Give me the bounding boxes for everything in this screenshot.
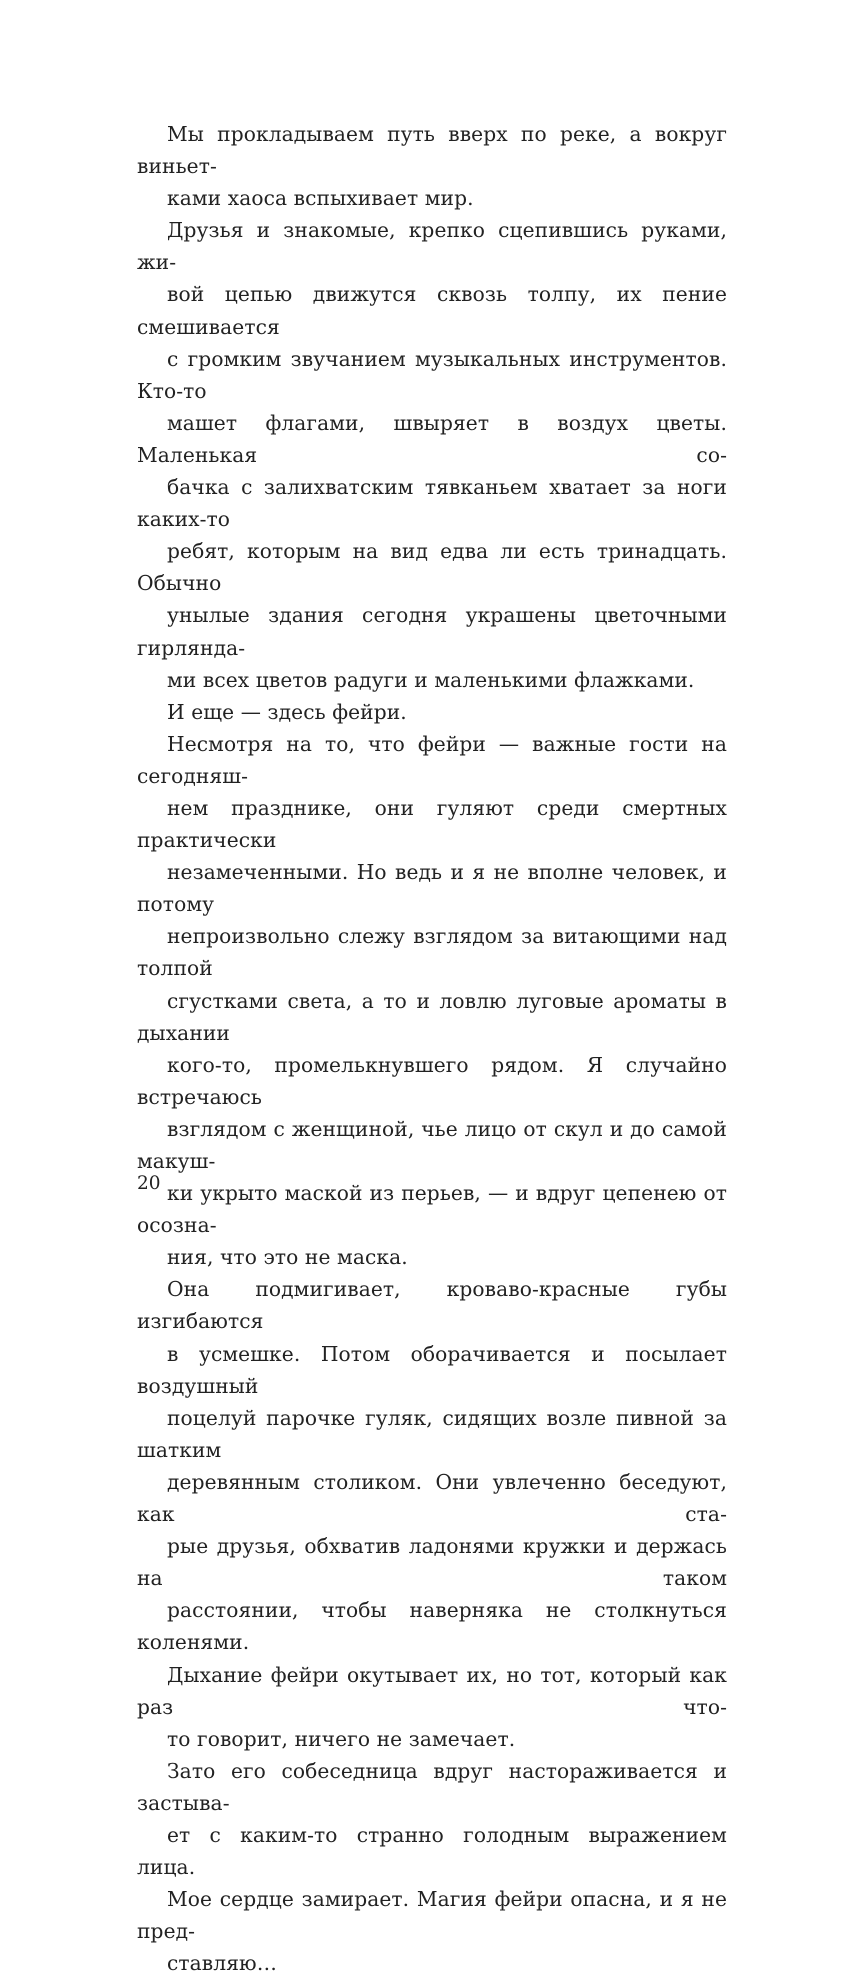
text-line: бачка с залихватским тявканьем хватает за ноги каких-то bbox=[137, 475, 727, 532]
text-line: деревянным столиком. Они увлеченно беседуют, как ста- bbox=[137, 1469, 727, 1527]
page-body bbox=[137, 118, 727, 1979]
text-line: Мы прокладываем путь вверх по реке, а вокруг виньет- bbox=[137, 122, 727, 179]
paragraph-4 bbox=[137, 728, 727, 1274]
text-line: ки укрыто маской из перьев, — и вдруг цепенею от осозна- bbox=[137, 1181, 727, 1238]
text-line: Мое сердце замирает. Магия фейри опасна, и я не пред- bbox=[137, 1887, 727, 1944]
text-line: Дыхание фейри окутывает их, но тот, который как раз что- bbox=[137, 1662, 727, 1719]
paragraph-6 bbox=[137, 1755, 727, 1883]
text-line: незамеченными. Но ведь и я не вполне человек, и потому bbox=[137, 860, 727, 917]
text-line: сгустками света, а то и ловлю луговые ароматы в дыхании bbox=[137, 988, 727, 1045]
text-line: ния, что это не маска. bbox=[167, 1245, 408, 1270]
text-line: непроизвольно слежу взглядом за витающими над толпой bbox=[137, 924, 727, 981]
text-line: Несмотря на то, что фейри — важные гости на сегодняш- bbox=[137, 731, 727, 788]
text-line: И еще — здесь фейри. bbox=[167, 699, 407, 724]
text-line: ками хаоса вспыхивает мир. bbox=[167, 186, 474, 211]
text-line: ми всех цветов радуги и маленькими флажками. bbox=[167, 667, 695, 692]
text-line: вой цепью движутся сквозь толпу, их пение смешивается bbox=[137, 282, 727, 339]
text-line: рые друзья, обхватив ладонями кружки и держась на таком bbox=[137, 1534, 727, 1591]
page-number: 20 bbox=[137, 1173, 161, 1194]
text-line: Она подмигивает, кроваво-красные губы изгибаются bbox=[137, 1277, 727, 1334]
text-line: нем празднике, они гуляют среди смертных практически bbox=[137, 795, 727, 853]
text-line: ребят, которым на вид едва ли есть тринадцать. Обычно bbox=[137, 539, 727, 596]
text-line: ставляю… bbox=[167, 1951, 277, 1976]
text-line: взглядом с женщиной, чье лицо от скул и до самой макуш- bbox=[137, 1116, 727, 1173]
text-line: кого-то, промелькнувшего рядом. Я случайно встречаюсь bbox=[137, 1052, 727, 1109]
paragraph-7 bbox=[137, 1883, 727, 1979]
text-line: то говорит, ничего не замечает. bbox=[167, 1726, 516, 1751]
text-line: поцелуй парочке гуляк, сидящих возле пивной за шатким bbox=[137, 1405, 727, 1462]
paragraph-3 bbox=[137, 696, 727, 728]
text-line: унылые здания сегодня украшены цветочными гирлянда- bbox=[137, 603, 727, 660]
text-line: с громким звучанием музыкальных инструментов. Кто-то bbox=[137, 346, 727, 403]
paragraph-1 bbox=[137, 118, 727, 214]
text-line: машет флагами, швыряет в воздух цветы. Маленькая со- bbox=[137, 410, 727, 467]
paragraph-2 bbox=[137, 214, 727, 695]
text-line: в усмешке. Потом оборачивается и посылает воздушный bbox=[137, 1341, 727, 1398]
text-line: Зато его собеседница вдруг настораживается и застыва- bbox=[137, 1758, 727, 1815]
paragraph-5 bbox=[137, 1273, 727, 1754]
text-line: расстоянии, чтобы наверняка не столкнуться коленями. bbox=[137, 1598, 727, 1655]
text-line: Друзья и знакомые, крепко сцепившись руками, жи- bbox=[137, 218, 727, 275]
text-line: ет с каким-то странно голодным выражением лица. bbox=[137, 1822, 727, 1880]
